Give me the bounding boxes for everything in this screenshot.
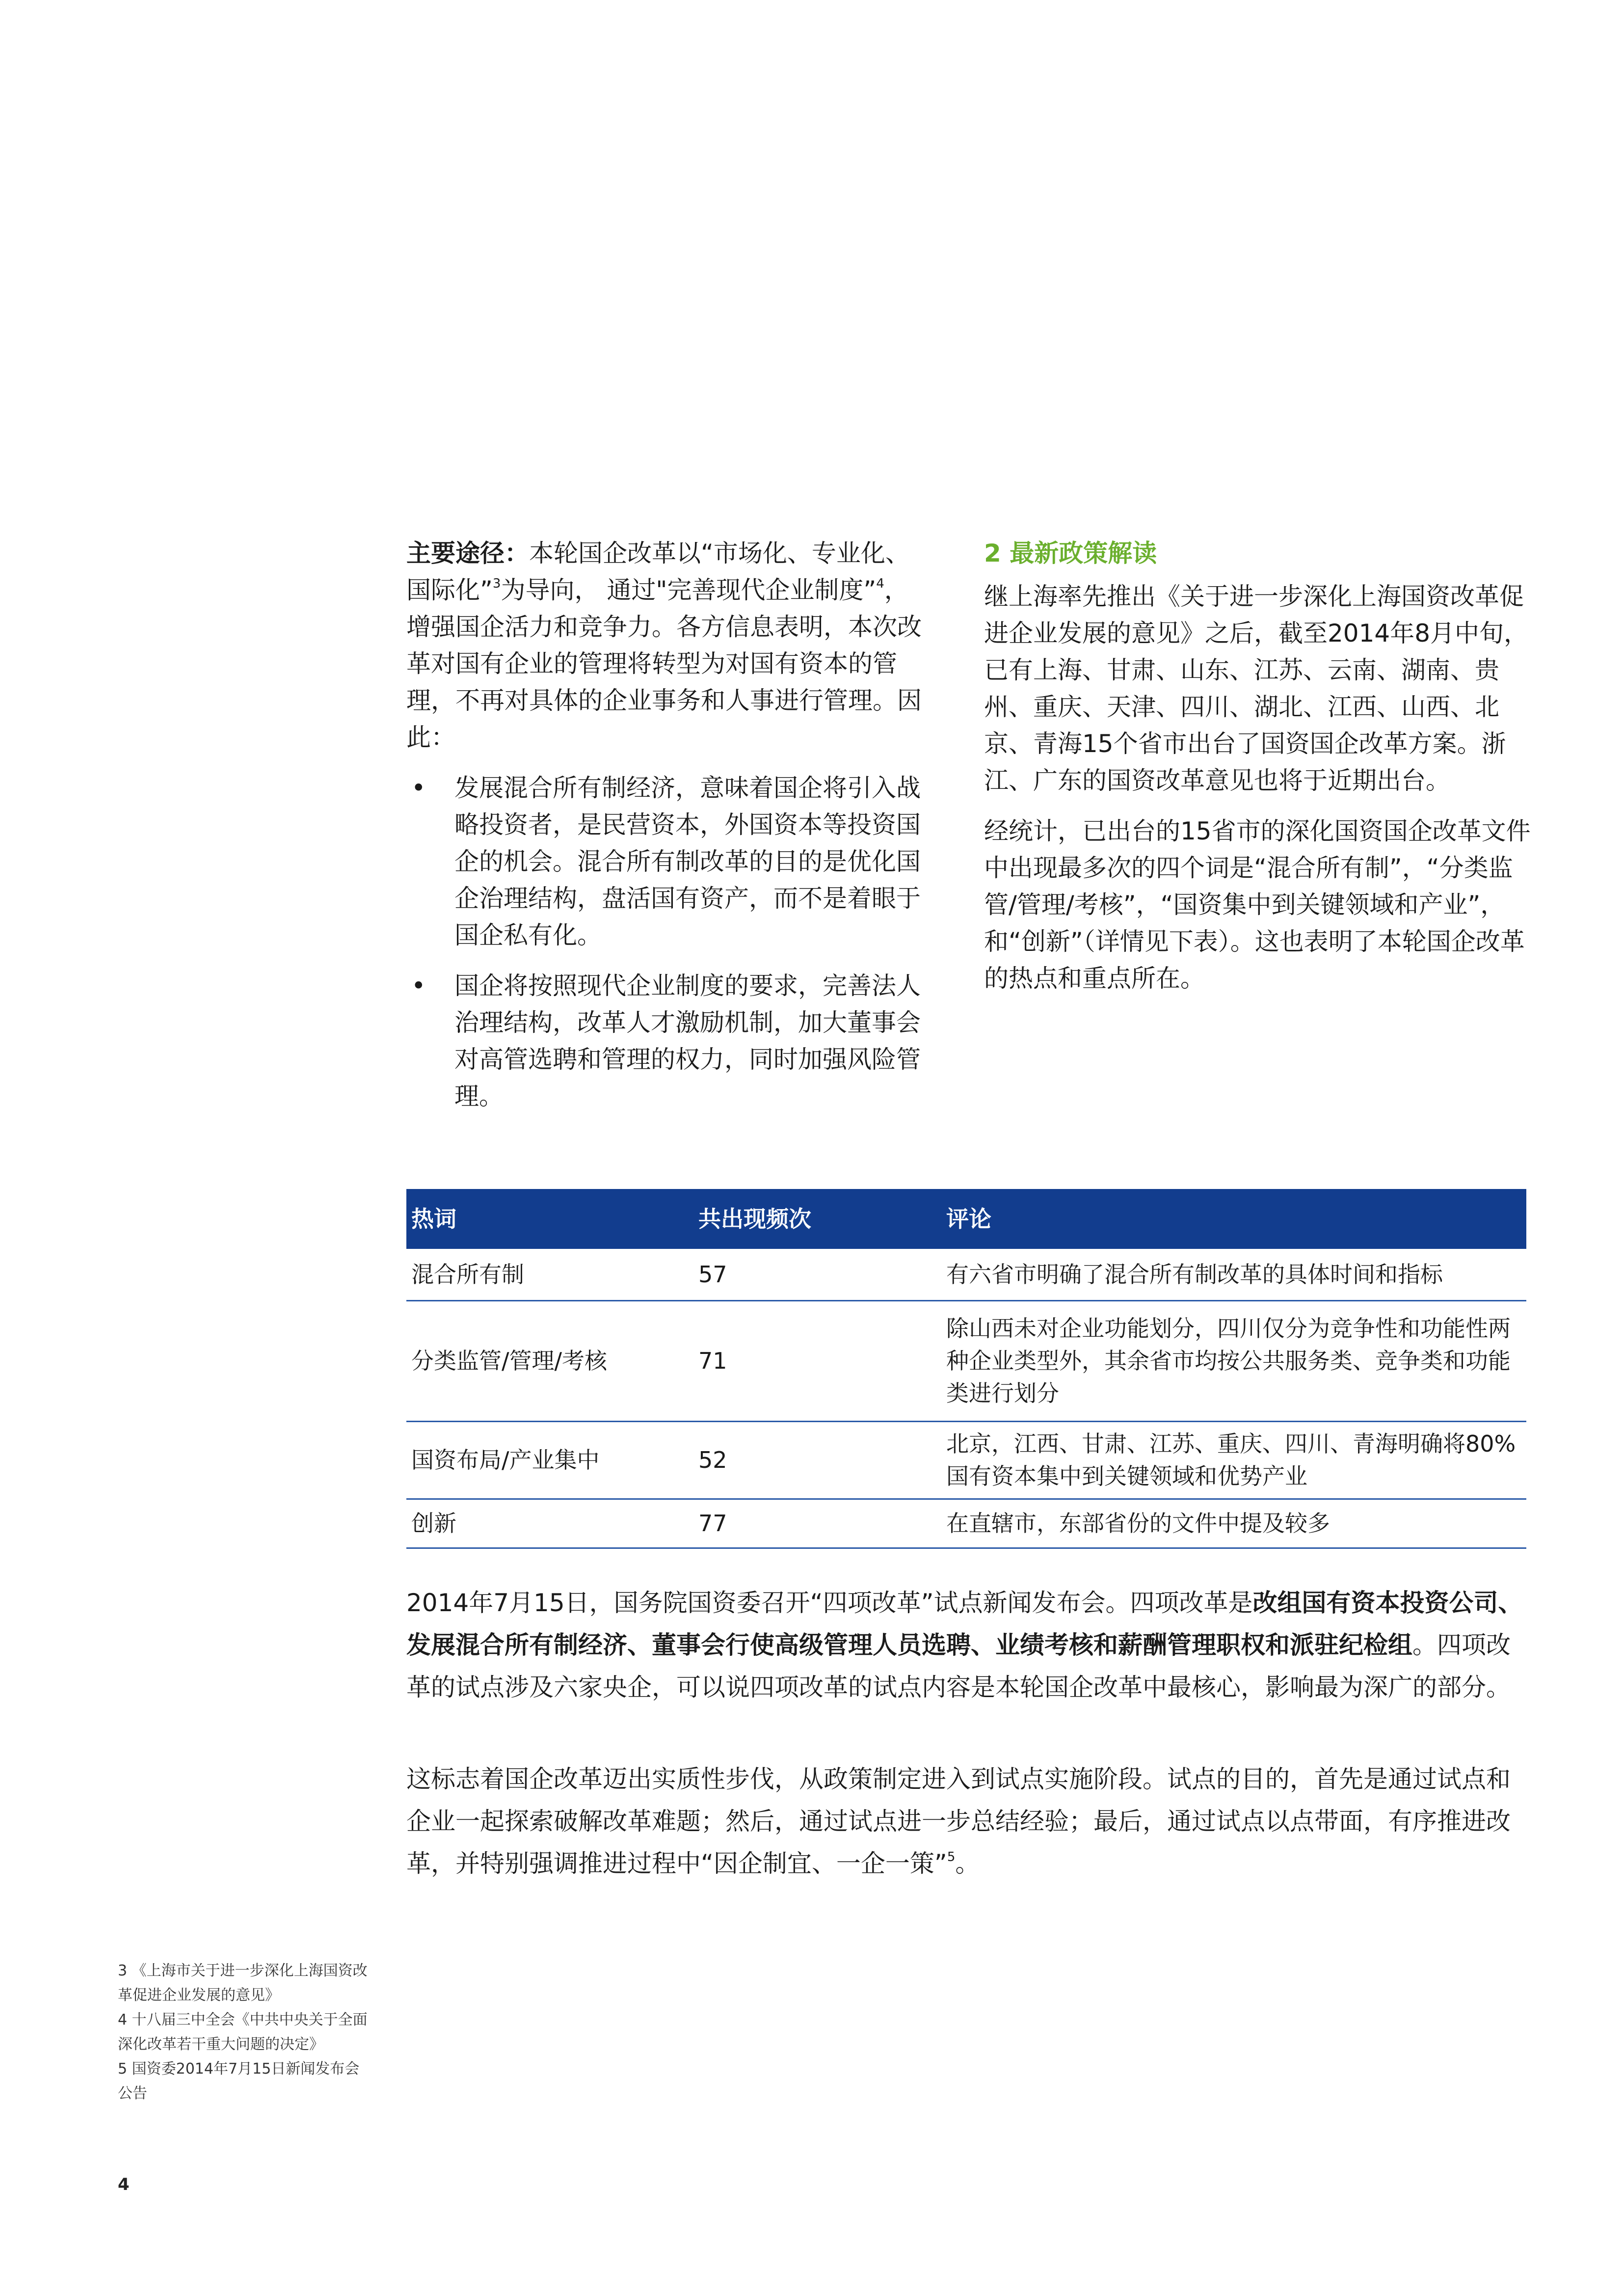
intro-text-a: 本轮国企改革以“市场化、专业化、国际化” bbox=[406, 539, 910, 604]
intro-text-b: 为导向， 通过"完善现代企业制度” bbox=[501, 576, 877, 604]
hotword-table bbox=[406, 1189, 1526, 1549]
footnote-ref-3: 3 bbox=[492, 576, 501, 591]
reform-text-a: 2014年7月15日，国务院国资委召开“四项改革”试点新闻发布会。四项改革是 bbox=[406, 1589, 1253, 1617]
header-frequency: 共出现频次 bbox=[693, 1189, 941, 1249]
footnote-ref-5: 5 bbox=[947, 1850, 956, 1864]
table-header-row bbox=[406, 1189, 1526, 1249]
header-hotword: 热词 bbox=[406, 1189, 693, 1249]
table-row bbox=[406, 1421, 1526, 1499]
header-comment: 评论 bbox=[941, 1189, 1526, 1249]
bullet-text: 发展混合所有制经济，意味着国企将引入战略投资者，是民营资本，外国资本等投资国企的机会。混合所有制改革的目的是优化国企治理结构，盘活国有资产，而不是着眼于国企私有化。 bbox=[454, 774, 921, 949]
cell-frequency: 71 bbox=[693, 1300, 941, 1421]
cell-comment: 有六省市明确了混合所有制改革的具体时间和指标 bbox=[941, 1249, 1526, 1300]
bullet-marker: • bbox=[411, 774, 426, 802]
policy-paragraph-1: 继上海率先推出《关于进一步深化上海国资改革促进企业发展的意见》之后，截至2014年8月中旬，已有上海、甘肃、山东、江苏、云南、湖南、贵州、重庆、天津、四川、湖北、江西、山西、北京、青海15个省市出台了国资国企改革方案。浙江、广东的国资改革意见也将于近期出台。 bbox=[984, 582, 1529, 795]
policy-paragraph-2: 经统计，已出台的15省市的深化国资国企改革文件中出现最多次的四个词是“混合所有制”，“分类监管/管理/考核”，“国资集中到关键领域和产业”，和“创新”（详情见下表）。这也表明了本轮国企改革的热点和重点所在。 bbox=[984, 817, 1531, 993]
cell-frequency: 57 bbox=[693, 1249, 941, 1300]
intro-label: 主要途径： bbox=[406, 539, 529, 567]
cell-comment: 在直辖市，东部省份的文件中提及较多 bbox=[941, 1499, 1526, 1548]
meaning-text: 这标志着国企改革迈出实质性步伐，从政策制定进入到试点实施阶段。试点的目的，首先是通过试点和企业一起探索破解改革难题；然后，通过试点进一步总结经验；最后，通过试点以点带面，有序推进改革，并特别强调推进过程中“因企制宜、一企一策” bbox=[406, 1765, 1511, 1878]
cell-frequency: 52 bbox=[693, 1421, 941, 1499]
reform-paragraph bbox=[406, 1582, 1526, 1708]
reform-text-b: 。四项改革的试点涉及六家央企，可以说四项改革的试点内容是本轮国企改革中最核心，影响最为深广的部分。 bbox=[406, 1631, 1511, 1702]
meaning-paragraph bbox=[406, 1758, 1526, 1885]
reform-bold-text: 改组国有资本投资公司、发展混合所有制经济、董事会行使高级管理人员选聘、业绩考核和薪酬管理职权和派驻纪检组 bbox=[406, 1589, 1523, 1659]
footnotes bbox=[118, 1959, 373, 2106]
cell-hotword: 国资布局/产业集中 bbox=[406, 1421, 693, 1499]
cell-frequency: 77 bbox=[693, 1499, 941, 1548]
bullet-item bbox=[406, 968, 931, 1115]
right-column bbox=[984, 535, 1533, 997]
table-row bbox=[406, 1499, 1526, 1548]
bullet-text: 国企将按照现代企业制度的要求，完善法人治理结构，改革人才激励机制，加大董事会对高管选聘和管理的权力，同时加强风险管理。 bbox=[454, 972, 921, 1110]
footnote-4: 4 十八届三中全会《中共中央关于全面深化改革若干重大问题的决定》 bbox=[118, 2011, 368, 2053]
meaning-end: 。 bbox=[955, 1849, 980, 1878]
table-row bbox=[406, 1300, 1526, 1421]
footnote-3: 3 《上海市关于进一步深化上海国资改革促进企业发展的意见》 bbox=[118, 1962, 368, 2004]
section-title: 2 最新政策解读 bbox=[984, 539, 1157, 567]
footnote-ref-4: 4 bbox=[876, 576, 884, 591]
intro-text-c: ，增强国企活力和竞争力。各方信息表明，本次改革对国有企业的管理将转型为对国有资本的管理，不再对具体的企业事务和人事进行管理。因此： bbox=[406, 576, 922, 752]
intro-paragraph bbox=[406, 535, 931, 756]
bullet-item bbox=[406, 770, 931, 954]
cell-hotword: 混合所有制 bbox=[406, 1249, 693, 1300]
cell-hotword: 创新 bbox=[406, 1499, 693, 1548]
page-number: 4 bbox=[118, 2175, 130, 2194]
footnote-5: 5 国资委2014年7月15日新闻发布会公告 bbox=[118, 2060, 360, 2102]
left-column bbox=[406, 535, 931, 1129]
table-row bbox=[406, 1249, 1526, 1300]
cell-comment: 除山西未对企业功能划分，四川仅分为竞争性和功能性两种企业类型外，其余省市均按公共服务类、竞争类和功能类进行划分 bbox=[941, 1300, 1526, 1421]
cell-comment: 北京，江西、甘肃、江苏、重庆、四川、青海明确将80%国有资本集中到关键领域和优势产业 bbox=[941, 1421, 1526, 1499]
bullet-marker: • bbox=[411, 972, 426, 1000]
bullet-list bbox=[406, 770, 931, 1115]
cell-hotword: 分类监管/管理/考核 bbox=[406, 1300, 693, 1421]
